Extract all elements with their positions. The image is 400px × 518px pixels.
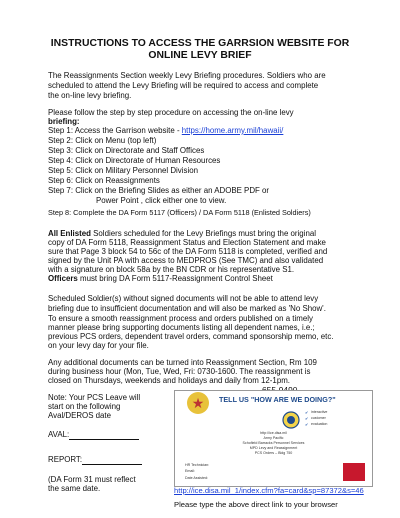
step-1 (48, 126, 283, 136)
scheduled-line5: previous PCS orders, dependent travel orders, command sponsorship memo, etc. (48, 332, 334, 341)
aval-label: AVAL: (48, 430, 70, 439)
da31-line2: the same date. (48, 484, 101, 493)
garrison-website-link[interactable]: https://home.army.mil/hawaii/ (181, 126, 284, 135)
ice-card-org3: MPD Levy and Reassignment (249, 446, 298, 450)
enlisted-line1-text: Soldiers scheduled for the Levy Briefings must bring the original (90, 229, 316, 238)
all-enlisted-label: All Enlisted (48, 229, 91, 238)
report-label: REPORT: (48, 455, 83, 464)
ice-comment-card (174, 390, 373, 487)
steps-intro-line2: briefing: (48, 117, 80, 126)
report-blank[interactable] (82, 456, 142, 465)
step-4: Step 4: Click on Directorate of Human Resources (48, 156, 221, 165)
step-5: Step 5: Click on Military Personnel Division (48, 166, 198, 175)
ice-card-header: TELL US "HOW ARE WE DOING?" (219, 395, 336, 404)
ice-card-org4: PCS Orders – Bldg 750 (254, 451, 293, 455)
officers-line-text: must bring DA Form 5117-Reassignment Control Sheet (77, 274, 273, 283)
ice-card-site: http://ice.disa.mil (260, 431, 287, 435)
ice-star-logo: ★ (187, 392, 209, 414)
check-icon: ✔ (305, 416, 309, 421)
ice-card-hr: HR Technician: (185, 463, 210, 467)
step-6: Step 6: Click on Reassignments (48, 176, 160, 185)
ice-option-evaluation: evaluation (311, 422, 328, 426)
aval-field[interactable] (48, 430, 139, 440)
aval-blank[interactable] (69, 431, 139, 440)
page-title-line1: INSTRUCTIONS TO ACCESS THE GARRSION WEBSITE FOR (50, 38, 350, 49)
army-seal-icon (281, 411, 301, 429)
scheduled-line1: Scheduled Soldier(s) without signed documents will not be able to attend levy (48, 294, 319, 303)
scheduled-line6: on your levy day for your file. (48, 341, 149, 350)
additional-line3: closed on Thursdays, weekends and holidays and daily from 12-1pm. (48, 376, 290, 385)
step-1-text: Step 1: Access the Garrison website - (48, 126, 182, 135)
step-7: Step 7: Click on the Briefing Slides as either an ADOBE PDF or (48, 186, 270, 195)
intro-line3: the on-line levy briefing. (48, 91, 132, 100)
intro-line2: scheduled to attend the Levy Briefing will be required to access and complete (48, 81, 319, 90)
additional-line2: during business hour (Mon, Tue, Wed, Fri: 0730-1600. The reassignment is (48, 367, 311, 376)
ice-option-customer: customer (311, 416, 326, 420)
scheduled-line3: To ensure a smooth reassignment process and orders published on a timely (48, 314, 313, 323)
da31-line1: (DA Form 31 must reflect (48, 475, 136, 484)
note-line3: Aval/DEROS date (48, 411, 112, 420)
ice-card-org2: Schofield Barracks Personnel Services (242, 441, 305, 445)
steps-intro-line1: Please follow the step by step procedure on accessing the on-line levy (48, 108, 294, 117)
step-7-continued: Power Point , click either one to view. (96, 196, 227, 205)
ice-link-caption: Please type the above direct link to your browser (174, 500, 338, 509)
officers-line (48, 274, 273, 284)
intro-line1: The Reassignments Section weekly Levy Briefing procedures. Soldiers who are (48, 71, 326, 80)
check-icon: ✔ (305, 410, 309, 415)
enlisted-line3: sure that Page 3 block 54 to 56c of the DA Form 5118 is completed, verified and (48, 247, 328, 256)
additional-line1: Any additional documents can be turned into Reassignment Section, Rm 109 (48, 358, 317, 367)
ice-card-org1: Army Pacific (263, 436, 284, 440)
ice-option-interactive: interactive (311, 410, 328, 414)
army-emblem-icon (343, 463, 365, 481)
ice-card-link[interactable]: http://ice.disa.mil_1/index.cfm?fa=card&sp=87372&s=46 (174, 486, 364, 495)
page-title-line2: ONLINE LEVY BRIEF (148, 50, 252, 61)
enlisted-line4: signed by the Unit PA with access to MEDPROS (See TMC) and also validated (48, 256, 324, 265)
note-line1: Note: Your PCS Leave will (48, 393, 141, 402)
scheduled-line4: manner please bring supporting documents listing all dependent names, i.e.; (48, 323, 315, 332)
check-icon: ✔ (305, 422, 309, 427)
step-8: Step 8: Complete the DA Form 5117 (Officers) / DA Form 5118 (Enlisted Soldiers) (48, 208, 311, 217)
scheduled-line2: briefing due to insufficient documentation and will also be marked as 'No Show'. (48, 304, 326, 313)
ice-card-email: Email: (185, 469, 195, 473)
report-field[interactable] (48, 455, 142, 465)
enlisted-line5: with a signature on block 58a by the BN CDR or his representative S1. (48, 265, 295, 274)
note-line2: start on the following (48, 402, 121, 411)
officers-label: Officers (48, 274, 78, 283)
ice-card-date: Date Assisted: (185, 476, 208, 480)
step-2: Step 2: Click on Menu (top left) (48, 136, 157, 145)
step-3: Step 3: Click on Directorate and Staff Offices (48, 146, 205, 155)
enlisted-line2: copy of DA Form 5118, Reassignment Status and Election Statement and make (48, 238, 326, 247)
